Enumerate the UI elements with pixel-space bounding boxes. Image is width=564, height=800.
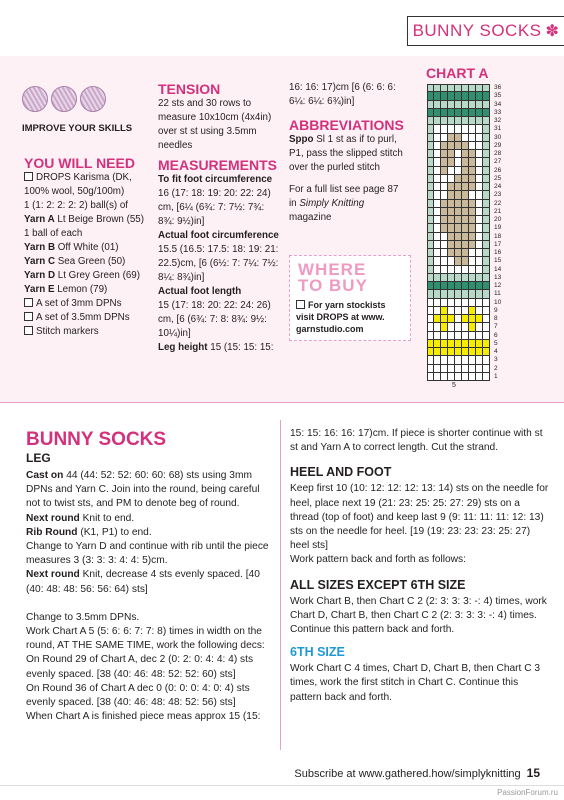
- chart-row-number: 18: [494, 232, 502, 240]
- chart-row-number: 1: [494, 372, 498, 380]
- subscribe-link[interactable]: Subscribe at www.gathered.how/simplyknitting: [294, 768, 521, 780]
- length-value: 15 (17: 18: 20: 22: 24: 26) cm, [6 (6¾: 7: 8: 8¾: 9½: 10¼)in]: [158, 300, 271, 339]
- chart-row-number: 5: [494, 339, 498, 347]
- where-text: For yarn stockists visit DROPS at www. garnstudio.com: [296, 300, 386, 334]
- pattern-left-column: [26, 430, 274, 724]
- yarn-ball-icon: [51, 86, 77, 112]
- materials-item: A set of 3.5mm DPNs: [24, 311, 144, 325]
- chart-row-number: 23: [494, 191, 502, 199]
- checkbox-icon: [24, 298, 33, 307]
- materials-item: Stitch markers: [24, 325, 144, 339]
- yarn-ball-icon: [22, 86, 48, 112]
- flower-icon: ✽: [545, 23, 560, 40]
- chart-row-number: 27: [494, 158, 502, 166]
- tension-heading: TENSION: [158, 81, 221, 97]
- chart-frame: [427, 84, 490, 381]
- improve-skills-badge: [22, 86, 140, 134]
- sixth-heading: 6TH SIZE: [290, 645, 345, 660]
- footer: [294, 766, 540, 780]
- chart-row-number: 10: [494, 298, 502, 306]
- pattern-text: When Chart A is finished piece meas approx 15 (15:: [26, 711, 261, 723]
- you-will-need-section: [24, 155, 144, 339]
- chart-row-number: 12: [494, 282, 502, 289]
- you-will-need-heading: YOU WILL NEED: [24, 155, 135, 171]
- checkbox-icon: [24, 312, 33, 321]
- pattern-text: Change to 3.5mm DPNs.: [26, 611, 140, 623]
- chart-row-number: 17: [494, 240, 502, 248]
- pattern-text: Next round Knit, decrease 4 sts evenly spaced. [40 (40: 48: 48: 56: 56: 64) sts]: [26, 569, 260, 595]
- chart-row-number: 36: [494, 84, 502, 91]
- materials-item: 1 (1: 2: 2: 2: 2) ball(s) of Yarn A Lt Beige Brown (55): [24, 200, 144, 225]
- section-header: [407, 16, 564, 46]
- where-heading: WHERE TO BUY: [298, 260, 368, 295]
- checkbox-icon: [24, 172, 33, 181]
- chart-row-number: 13: [494, 273, 502, 281]
- chart-row-number: 26: [494, 166, 502, 174]
- chart-row-number: 30: [494, 133, 502, 141]
- footer-divider: [0, 785, 564, 786]
- pattern-text: On Round 29 of Chart A, dec 2 (0: 2: 0: 4: 4: 4) sts evenly spaced. [38 (40: 46: 48: 52: 52: 60) sts]: [26, 654, 254, 680]
- chart-row-number: 20: [494, 216, 502, 223]
- chart-row-number: 21: [494, 207, 502, 215]
- chart-row-number: 15: [494, 257, 502, 265]
- materials-item: Yarn C Sea Green (50): [24, 256, 126, 267]
- except-heading: ALL SIZES EXCEPT 6TH SIZE: [290, 577, 466, 592]
- materials-item: Yarn E Lemon (79): [24, 284, 108, 295]
- fit-label: To fit foot circumference: [158, 174, 273, 185]
- pattern-text: Work pattern back and forth as follows:: [290, 554, 466, 566]
- chart-row-number: 34: [494, 100, 502, 108]
- pattern-text: Work Chart B, then Chart C 2 (2: 3: 3: 3: -: 4) times, work Chart D, Chart B, then Chart C 2 (2: 3: 3: 3: -: 4) times. Continue this pattern back and forth.: [290, 595, 547, 636]
- leg-height: Leg height 15 (15: 15: 15:: [158, 342, 274, 353]
- tension-measurements-section: [158, 81, 280, 355]
- chart-row-number: 16: [494, 249, 502, 256]
- pattern-text: Work Chart C 4 times, Chart D, Chart B, then Chart C 3 times, work the first stitch in Chart C. Continue this pattern back and forth.: [290, 663, 541, 703]
- abbreviations-section: [289, 81, 407, 225]
- chart-row-number: 28: [494, 150, 502, 157]
- materials-item: 1 ball of each: [24, 228, 83, 239]
- chart-row-number: 11: [494, 290, 501, 298]
- pattern-text: Rib Round (K1, P1) to end.: [26, 526, 152, 538]
- chart-row-number: 14: [494, 265, 502, 273]
- yarn-ball-icon: [80, 86, 106, 112]
- materials-item: DROPS Karisma (DK, 100% wool, 50g/100m): [24, 172, 132, 197]
- fit-value: 16 (17: 18: 19: 20: 22: 24) cm, [6¼ (6¾: 7: 7½: 7¾: 8¾: 9½)in]: [158, 188, 271, 227]
- heel-heading: HEEL AND FOOT: [290, 465, 392, 480]
- actual-value: 15.5 (16.5: 17.5: 18: 19: 21: 22.5)cm, [6 (6½: 7: 7¼: 7½: 8¼: 8¾)in]: [158, 244, 279, 283]
- chart-row-number: 31: [494, 125, 502, 133]
- chart-row-number: 6: [494, 331, 498, 339]
- pattern-right-column: [290, 427, 550, 705]
- chart-row-number: 3: [494, 356, 498, 364]
- materials-item: Yarn B Off White (01): [24, 242, 119, 253]
- chart-row-number: 8: [494, 315, 498, 322]
- chart-row-number: 19: [494, 224, 502, 232]
- pattern-title: BUNNY SOCKS: [26, 429, 167, 450]
- chart-row-number: 32: [494, 117, 502, 124]
- chart-row-number: 35: [494, 92, 502, 100]
- materials-list: [24, 171, 144, 339]
- materials-item: Yarn D Lt Grey Green (69): [24, 270, 140, 281]
- skills-label: IMPROVE YOUR SKILLS: [22, 123, 133, 134]
- chart-row-number: 25: [494, 174, 502, 182]
- chart-row-number: 4: [494, 348, 498, 355]
- chart-title: CHART A: [426, 65, 489, 81]
- where-to-buy-box: [289, 255, 411, 341]
- pattern-text: Next round Knit to end.: [26, 512, 135, 524]
- tension-text: 22 sts and 30 rows to measure 10x10cm (4x4in) over st st using 3.5mm needles: [158, 98, 272, 151]
- abbreviations-heading: ABBREVIATIONS: [289, 117, 404, 133]
- full-list-text: For a full list see page 87 in Simply Knitting magazine: [289, 184, 399, 223]
- length-label: Actual foot length: [158, 286, 242, 297]
- actual-label: Actual foot circumference: [158, 230, 279, 241]
- section-title: BUNNY SOCKS: [412, 21, 542, 40]
- chart-row-number: 9: [494, 306, 498, 314]
- pattern-text: Cast on 44 (44: 52: 52: 60: 60: 68) sts using 3mm DPNs and Yarn C. Join into the round, being careful not to twist sts, and PM to denote beg of round.: [26, 470, 260, 510]
- chart-row-number: 33: [494, 108, 502, 116]
- measurements-heading: MEASUREMENTS: [158, 157, 278, 173]
- materials-item: A set of 3mm DPNs: [24, 297, 144, 311]
- pattern-text: Keep first 10 (10: 12: 12: 12: 13: 14) sts on the needle for heel, place next 19 (21: 23: 25: 25: 27: 29) sts on a thread (top of foot) and keep last 9 (9: 11: 11: 11: 12: 13) sts on the needle for heel. [19 (19: 23: 23: 23: 25: 27) heel sts]: [290, 483, 549, 552]
- checkbox-icon: [24, 326, 33, 335]
- chart-row-number: 7: [494, 323, 498, 331]
- chart-row-number: 22: [494, 199, 502, 207]
- section-divider: [0, 402, 564, 403]
- column-divider: [280, 420, 281, 750]
- leg-height-cont: 16: 16: 17)cm [6 (6: 6: 6: 6¼: 6¼: 6¾)in]: [289, 82, 396, 107]
- pattern-text: Change to Yarn D and continue with rib until the piece measures 3 (3: 3: 3: 4: 4: 5)cm.: [26, 541, 269, 567]
- sppo-text: Sppo Sl 1 st as if to purl, P1, pass the slipped stitch over the purled stitch: [289, 134, 403, 173]
- chart-column-label: 5: [452, 382, 456, 389]
- watermark: PassionForum.ru: [497, 788, 558, 797]
- chart-row-number: 29: [494, 141, 502, 149]
- pattern-text: On Round 36 of Chart A dec 0 (0: 0: 0: 4: 0: 4) sts evenly spaced. [38 (40: 46: 48: 48: 52: 56) sts]: [26, 682, 250, 709]
- checkbox-icon: [296, 300, 305, 309]
- chart-row-number: 24: [494, 183, 502, 190]
- chart-row-number: 2: [494, 364, 498, 372]
- pattern-text: 15: 15: 16: 16: 17)cm. If piece is shorter continue with st st and Yarn A to correct length. Cut the strand.: [290, 428, 543, 454]
- pattern-text: Work Chart A 5 (5: 6: 6: 7: 7: 8) times in width on the round, AT THE SAME TIME, work the following decs:: [26, 626, 265, 652]
- page-number: 15: [526, 766, 540, 780]
- leg-heading: LEG: [26, 451, 51, 465]
